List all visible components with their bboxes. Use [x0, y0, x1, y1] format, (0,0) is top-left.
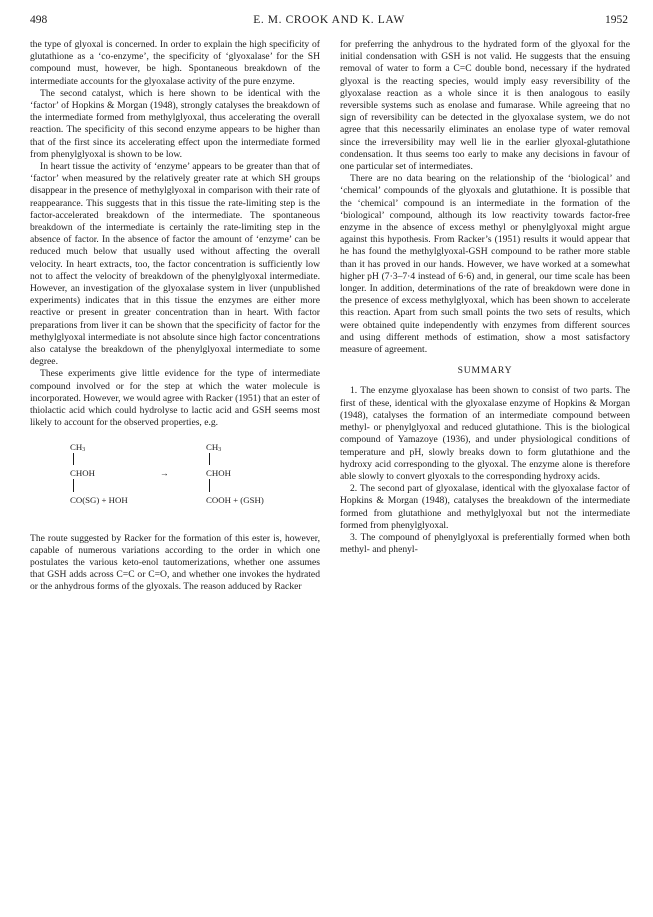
summary-item: 2. The second part of glyoxalase, identical with the glyoxalase factor of Hopkins & Morgan (1948), catalyses the breakdown of the intermediate formed from glutathione and methylglyoxal but not the intermediate formed from phenylglyoxal. [340, 483, 630, 531]
scheme-right-bottom: COOH + (GSH) [206, 494, 264, 505]
paragraph: the type of glyoxal is concerned. In order to explain the high specificity of glutathione as a ‘co-enzyme’, the specificity of ‘glyoxalase’ for the SH compound must, however, be high. Spontaneous breakdown of the intermediate accounts for the glyoxalase activity of the pure enzyme. [30, 39, 320, 87]
running-header [30, 14, 628, 30]
reaction-arrow: → [160, 467, 169, 478]
summary-item: 3. The compound of phenylglyoxal is preferentially formed when both methyl- and phenyl- [340, 531, 630, 556]
summary-item: 1. The enzyme glyoxalase has been shown to consist of two parts. The first of these, identical with the glyoxalase enzyme of Hopkins & Morgan (1948), catalyses the formation of an intermediate compound between methyl- or phenylglyoxal and reduced glutathione. This is the biological compound of Yamazoye (1936), and under physiological conditions of temperature and pH, slowly breaks down to form glutathione and the hydroxy acid corresponding to the glyoxal. The enzyme alone is therefore able slowly to convert glyoxals to the corresponding hydroxy acids. [340, 385, 630, 482]
paragraph: These experiments give little evidence for the type of intermediate compound involved or for the step at which the water molecule is incorporated. However, we would agree with Racker (1951) that an ester of thiolactic acid which could hydrolyse to lactic acid and GSH seems most likely to account for the observed properties, e.g. [30, 368, 320, 429]
right-column [340, 39, 630, 556]
scheme-left-bottom: CO(SG) + HOH [70, 494, 128, 505]
scheme-right-mid: CHOH [206, 467, 231, 478]
paragraph: There are no data bearing on the relationship of the ‘biological’ and ‘chemical’ compounds of the glyoxals and glutathione. It is possible that the ‘chemical’ compound is an intermediate in the formation of the ‘biological’ compound, although its low reactivity towards factor-free enzyme in the absence of excess methyl or phenylglyoxal might argue against this hypothesis. From Racker’s (1951) results it would appear that he has found the methylglyoxal-GSH compound to be rather more stable than it has proved in our hands. However, we have worked at a somewhat higher pH (7·3–7·4 instead of 6·6) and, in general, our time scale has been longer. In addition, determinations of the rate of breakdown were done in the presence of excess methylglyoxal, which has been shown to accelerate this reaction. Apart from such small points the two sets of results, which were obtained quite independently with enzymes from different sources and using different methods of estimation, show a most satisfactory measure of agreement. [340, 173, 630, 356]
bond-line [209, 453, 210, 465]
running-title: E. M. CROOK AND K. LAW [253, 14, 405, 26]
bond-line [73, 479, 74, 492]
bond-line [209, 479, 210, 492]
scheme-left-mid: CHOH [70, 467, 95, 478]
left-column [30, 39, 320, 594]
scheme-left-top: CH3 [70, 441, 86, 453]
paragraph: The route suggested by Racker for the formation of this ester is, however, capable of numerous variations according to the order in which one postulates the various keto-enol tautomerizations, whether one assumes that GSH adds across C=C or C=O, and whether one invokes the hydrated or the anhydrous forms of the glyoxals. The reason adduced by Racker [30, 532, 320, 593]
page-number: 498 [30, 14, 48, 26]
paragraph: for preferring the anhydrous to the hydrated form of the glyoxal for the initial condensation with GSH is not valid. He suggests that the ensuing removal of water to form a C=C double bond, necessary if the hydrated glyoxal is the reacting species, would imply easy reversibility of the glyoxalase reaction as a whole since it is then analogous to easily reversible systems such as enolase and fumarase. While agreeing that no sign of reversibility can be detected in the glyoxalase system, we do not agree that this necessarily eliminates an enolase type of water removal since the irreversibility may well lie in the earlier glyoxal-glutathione condensation. It thus seems too early to make any decisions in favour of one particular set of intermediates. [340, 39, 630, 173]
bond-line [73, 453, 74, 465]
publication-year: 1952 [605, 14, 628, 26]
paragraph: The second catalyst, which is here shown to be identical with the ‘factor’ of Hopkins & Morgan (1948), strongly catalyses the breakdown of the intermediate formed from methylglyoxal, thus accelerating the overall reaction. The specificity of this second enzyme appears to be higher than that of the first since its accelerating effect upon the intermediate formed from phenylglyoxal is shown to be low. [30, 87, 320, 160]
summary-heading: SUMMARY [457, 365, 513, 377]
paragraph: In heart tissue the activity of ‘enzyme’ appears to be greater than that of ‘factor’ when measured by the relatively greater rate at which SH groups disappear in the presence of methylglyoxal in comparison with their rate of reappearance. This suggests that in this tissue the rate-limiting step is the factor-accelerated breakdown of the intermediate. The spontaneous breakdown of the intermediate is certainly the rate-limiting step in the absence of factor. In the absence of factor the amount of ‘enzyme’ can be reduced much below that usually used without affecting the overall velocity. In heart extracts, too, the factor concentration is sufficiently low not to affect the velocity of breakdown of the phenylglyoxal intermediate. However, an investigation of the glyoxalase system in liver (unpublished experiments) indicates that in this tissue the enzymes are either more reactive or present in greater concentration than in heart. With factor preparations from liver it can be shown that the specificity of factor for the methylglyoxal intermediate is not absolute since high factor concentrations also catalyse the breakdown of the phenylglyoxal intermediate to some degree. [30, 161, 320, 368]
reaction-scheme [30, 439, 320, 525]
scheme-right-top: CH3 [206, 441, 222, 453]
